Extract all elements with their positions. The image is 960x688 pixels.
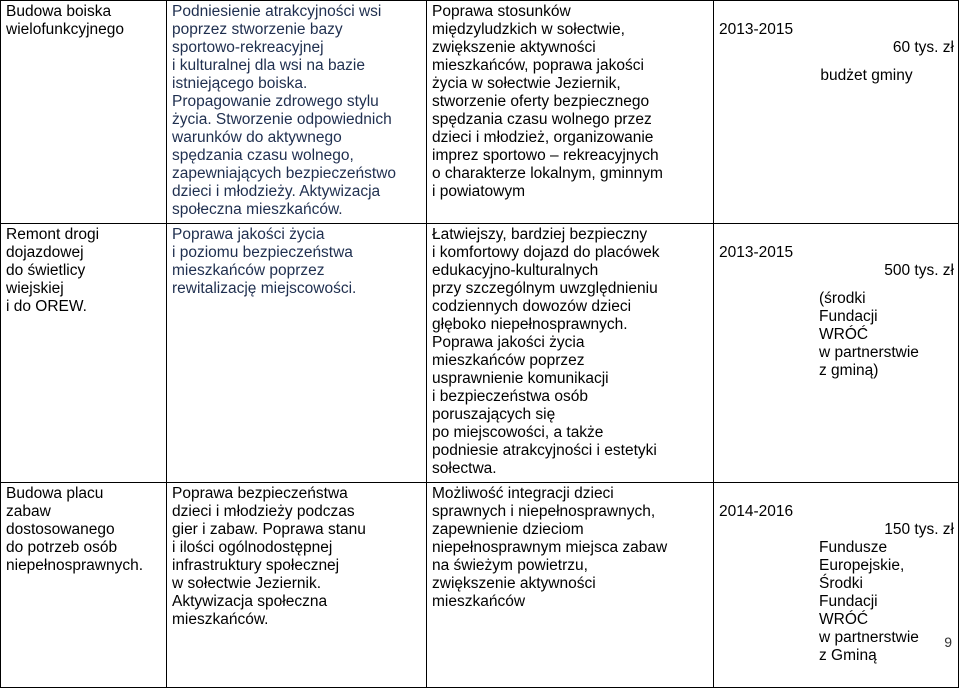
project-budget bbox=[714, 224, 959, 483]
project-description: Poprawa jakości życia i poziomu bezpieczeństwa mieszkańców poprzez rewitalizację miejscowości. bbox=[167, 224, 427, 483]
project-amount: 500 tys. zł bbox=[884, 262, 954, 279]
project-goals: Łatwiejszy, bardziej bezpieczny i komfortowy dojazd do placówek edukacyjno-kulturalnych przy szczególnym uwzględnieniu codziennych dowozów dzieci głęboko niepełnosprawnych. Poprawa jakości życia mieszkańców poprzez usprawnienie komunikacji i bezpieczeństwa osób poruszających się po miejscowości, a także podniesie atrakcyjności i estetyki sołectwa. bbox=[427, 224, 714, 483]
project-amount: 60 tys. zł bbox=[892, 39, 954, 56]
table-row bbox=[1, 224, 959, 483]
project-description: Poprawa bezpieczeństwa dzieci i młodzieży podczas gier i zabaw. Poprawa stanu i ilości ogólnodostępnej infrastruktury społecznej w sołectwie Jeziernik. Aktywizacja społeczna mieszkańców. bbox=[167, 483, 427, 688]
project-name: Budowa boiska wielofunkcyjnego bbox=[1, 1, 167, 224]
project-period: 2013-2015 bbox=[719, 244, 794, 261]
project-name: Budowa placu zabaw dostosowanego do potrzeb osób niepełnosprawnych. bbox=[1, 483, 167, 688]
project-period: 2013-2015 bbox=[719, 21, 794, 38]
project-goals: Możliwość integracji dzieci sprawnych i niepełnosprawnych, zapewnienie dzieciom niepełnosprawnym miejsca zabaw na świeżym powietrzu, zwiększenie aktywności mieszkańców bbox=[427, 483, 714, 688]
page-number: 9 bbox=[944, 634, 952, 650]
project-description: Podniesienie atrakcyjności wsi poprzez stworzenie bazy sportowo-rekreacyjnej i kulturalnej dla wsi na bazie istniejącego boiska. Propagowanie zdrowego stylu życia. Stworzenie odpowiednich warunków do aktywnego spędzania czasu wolnego, zapewniających bezpieczeństwo dzieci i młodzieży. Aktywizacja społeczna mieszkańców. bbox=[167, 1, 427, 224]
project-budget bbox=[714, 1, 959, 224]
project-name: Remont drogi dojazdowej do świetlicy wiejskiej i do OREW. bbox=[1, 224, 167, 483]
table-row bbox=[1, 483, 959, 688]
project-period: 2014-2016 bbox=[719, 503, 794, 520]
project-funding: Fundusze Europejskie, Środki Fundacji WRÓĆ w partnerstwie z Gminą bbox=[819, 539, 919, 664]
table-row bbox=[1, 1, 959, 224]
project-funding: budżet gminy bbox=[820, 67, 913, 84]
project-goals: Poprawa stosunków międzyludzkich w sołectwie, zwiększenie aktywności mieszkańców, poprawa jakości życia w sołectwie Jeziernik, stworzenie oferty bezpiecznego spędzania czasu wolnego przez dzieci i młodzież, organizowanie imprez sportowo – rekreacyjnych o charakterze lokalnym, gminnym i powiatowym bbox=[427, 1, 714, 224]
project-budget bbox=[714, 483, 959, 688]
project-amount: 150 tys. zł bbox=[884, 521, 954, 538]
project-funding: (środki Fundacji WRÓĆ w partnerstwie z gminą) bbox=[819, 290, 919, 379]
